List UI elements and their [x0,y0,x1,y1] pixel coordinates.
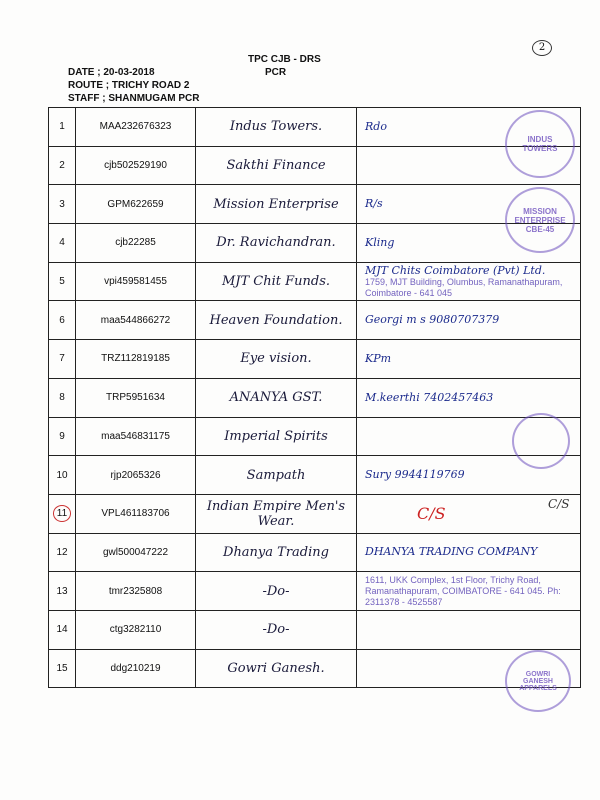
tracking-id: MAA232676323 [76,108,196,147]
recipient-name: ANANYA GST. [196,378,357,417]
signature-cell [357,494,581,533]
row-number: 6 [49,301,76,340]
gowri-stamp: GOWRI GANESH APPARELS [505,650,571,712]
table-row [49,572,581,611]
signature-text: MJT Chits Coimbatore (Pvt) Ltd. [365,263,546,277]
delivery-table [48,107,581,688]
tracking-id: cjb22285 [76,224,196,263]
table-row [49,301,581,340]
signature-text: C/S [417,503,446,523]
row-number: 14 [49,610,76,649]
document-title: TPC CJB - DRS [248,54,321,65]
row-number: 3 [49,185,76,224]
row-number: 8 [49,378,76,417]
row-number: 2 [49,146,76,185]
recipient-name: Indian Empire Men's Wear. [196,494,357,533]
signature-cell [357,262,581,301]
row-number: 9 [49,417,76,456]
row-number: 10 [49,456,76,495]
signature-cell [357,533,581,572]
table-row [49,610,581,649]
date-line: DATE ; 20-03-2018 [68,67,155,78]
tracking-id: rjp2065326 [76,456,196,495]
tracking-id: gwl500047222 [76,533,196,572]
tracking-id: TRP5951634 [76,378,196,417]
table-row [49,185,581,224]
table-row [49,533,581,572]
margin-note: C/S [548,497,570,511]
mjt-stamp-address: 1759, MJT Building, Olumbus, Ramanathapuram, Coimbatore - 641 045 [365,276,563,298]
tracking-id: TRZ112819185 [76,340,196,379]
tracking-id: ddg210219 [76,649,196,688]
tracking-id: vpi459581455 [76,262,196,301]
table-row [49,417,581,456]
staff-line: STAFF ; SHANMUGAM PCR [68,93,200,104]
recipient-name: Mission Enterprise [196,185,357,224]
table-row [49,262,581,301]
tracking-id: maa546831175 [76,417,196,456]
signature-text: Georgi m s 9080707379 [365,313,500,327]
indus-stamp: INDUS TOWERS [505,110,575,178]
signature-cell [357,301,581,340]
recipient-name: Gowri Ganesh. [196,649,357,688]
signature-text: Sury 9944119769 [365,468,465,482]
tracking-id: GPM622659 [76,185,196,224]
signature-cell [357,378,581,417]
signature-cell [357,572,581,611]
recipient-name: Dhanya Trading [196,533,357,572]
tracking-id: cjb502529190 [76,146,196,185]
row-number: 12 [49,533,76,572]
signature-text: Rdo [365,119,387,133]
row-number: 15 [49,649,76,688]
signature-text: DHANYA TRADING COMPANY [365,545,538,559]
table-row [49,108,581,147]
document-subtitle: PCR [265,67,287,78]
table-row [49,340,581,379]
row-number: 4 [49,224,76,263]
signature-cell [357,340,581,379]
table-row [49,649,581,688]
table-row [49,224,581,263]
recipient-name: Indus Towers. [196,108,357,147]
row-number: 1 [49,108,76,147]
recipient-name: Imperial Spirits [196,417,357,456]
row-number: 7 [49,340,76,379]
signature-text: Kling [365,235,395,249]
table-row [49,456,581,495]
signature-cell [357,610,581,649]
recipient-name: MJT Chit Funds. [196,262,357,301]
page-number: 2 [532,40,552,56]
table-row [49,494,581,533]
dhanya-stamp-address: 1611, UKK Complex, 1st Floor, Trichy Road, Ramanathapuram, COIMBATORE - 641 045. Ph: 2311378 - 4525587 [365,574,561,607]
recipient-name: -Do- [196,572,357,611]
tracking-id: ctg3282110 [76,610,196,649]
tracking-id: tmr2325808 [76,572,196,611]
table-row [49,146,581,185]
recipient-name: Dr. Ravichandran. [196,224,357,263]
recipient-name: Sampath [196,456,357,495]
recipient-name: Heaven Foundation. [196,301,357,340]
tracking-id: maa544866272 [76,301,196,340]
recipient-name: Eye vision. [196,340,357,379]
signature-text: KPm [365,351,392,365]
signature-text: R/s [365,197,383,211]
row-number: 13 [49,572,76,611]
table-row [49,378,581,417]
mission-stamp: MISSION ENTERPRISE CBE-45 [505,187,575,253]
signature-text: M.keerthi 7402457463 [365,390,494,404]
route-line: ROUTE ; TRICHY ROAD 2 [68,80,190,91]
row-number [49,494,76,533]
recipient-name: Sakthi Finance [196,146,357,185]
round-stamp [512,413,570,469]
circled-row-number: 11 [53,505,71,522]
recipient-name: -Do- [196,610,357,649]
row-number: 5 [49,262,76,301]
tracking-id: VPL461183706 [76,494,196,533]
